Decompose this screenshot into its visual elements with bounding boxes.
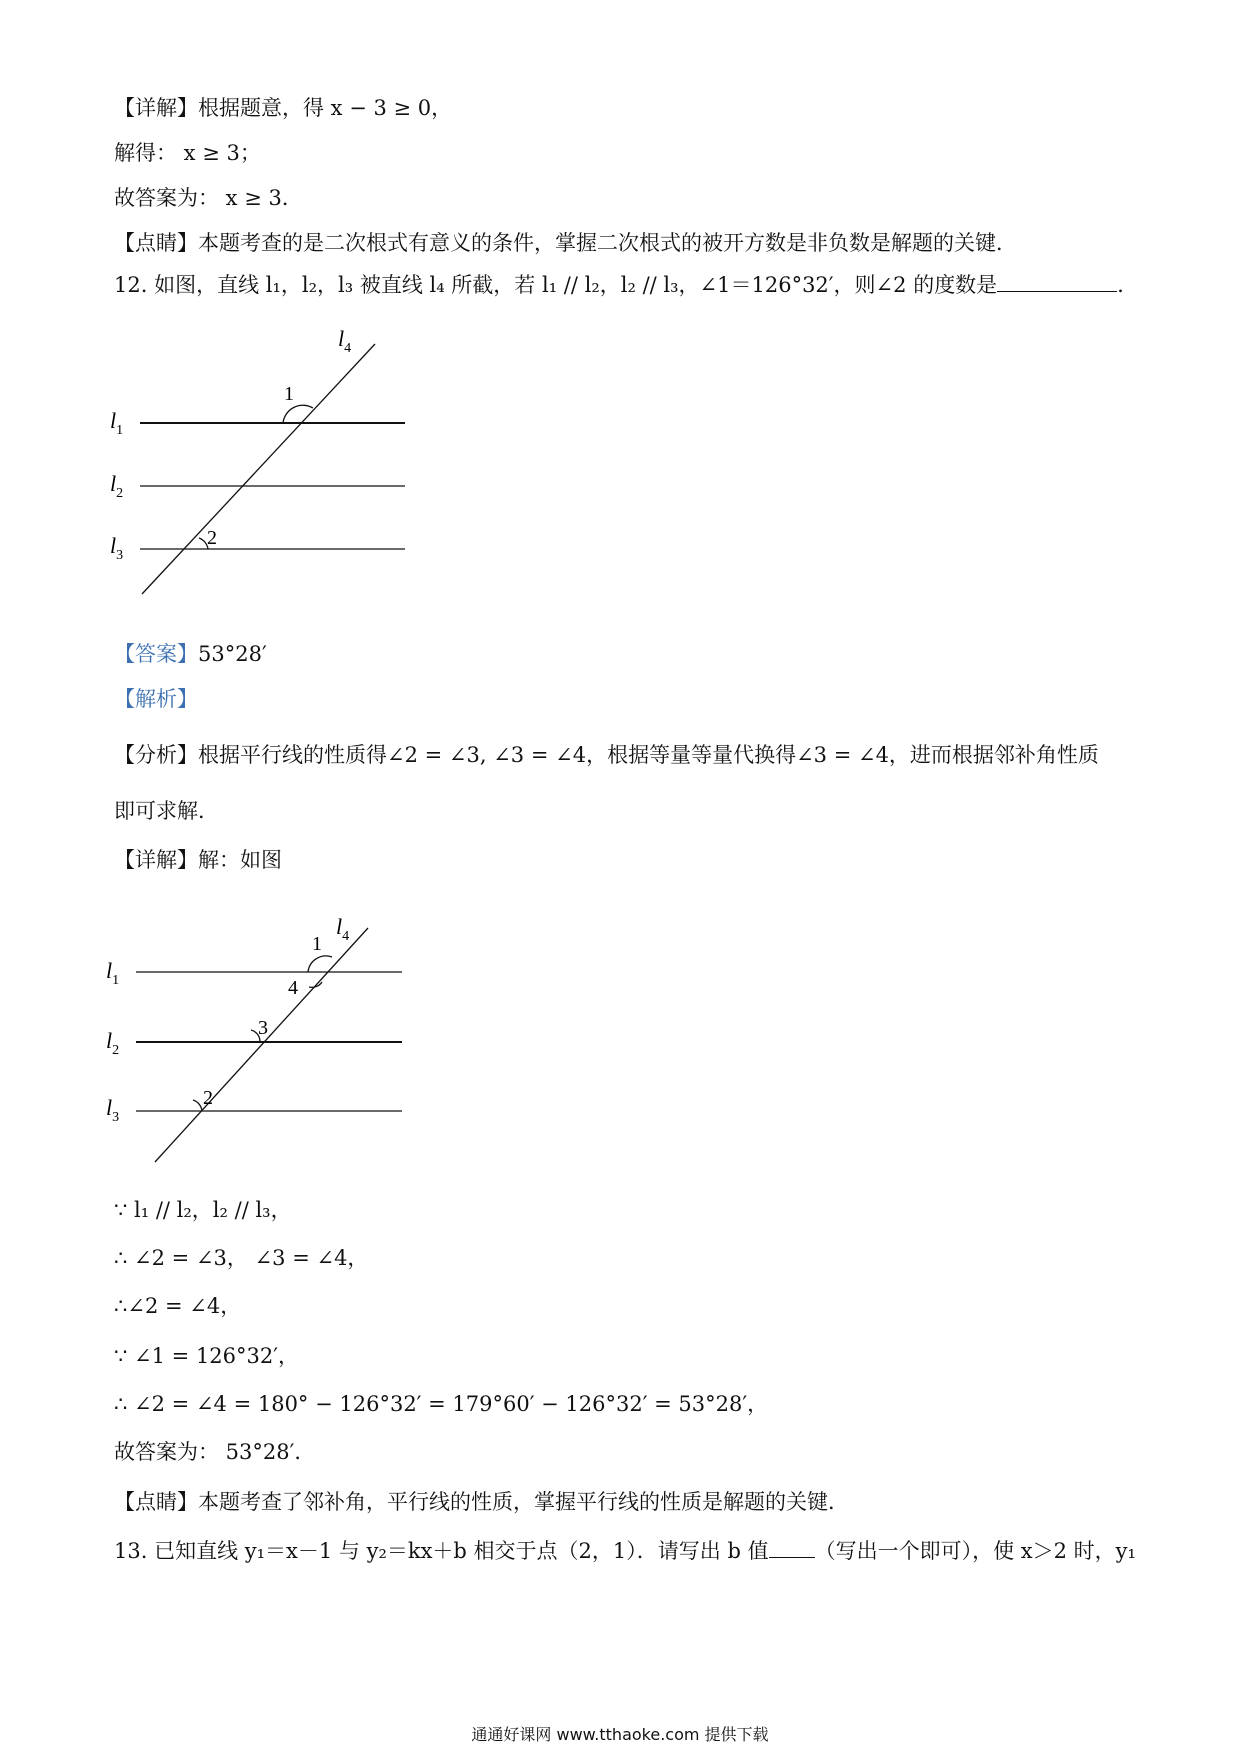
label-l4: $l_4$ (338, 326, 352, 356)
line-l4 (142, 344, 375, 594)
label-angle-4: 4 (288, 977, 298, 999)
question-12 (114, 271, 1138, 299)
question-13-part-1: 13. 已知直线 y₁＝x－1 与 y₂＝kx＋b 相交于点（2，1）．请写出 b 值 (114, 1539, 769, 1563)
analysis-line-1: 【分析】根据平行线的性质得∠2 = ∠3, ∠3 = ∠4，根据等量等量代换得∠3 = ∠4，进而根据邻补角性质 (114, 743, 1099, 767)
question-13-part-2: （写出一个即可），使 x＞2 时，y₁ (814, 1539, 1136, 1563)
label-l4: $l_4$ (336, 914, 350, 944)
proof-line-2: ∴ ∠2 = ∠3， ∠3 = ∠4， (114, 1246, 369, 1270)
answer-label: 【答案】 (114, 642, 198, 666)
angle-2-arc (193, 1100, 202, 1111)
label-l3: $l_3$ (106, 1095, 120, 1125)
answer-block (114, 640, 267, 668)
detail-heading: 【详解】解：如图 (114, 848, 282, 872)
answer-value: 53°28′ (198, 642, 267, 666)
label-angle-1: 1 (312, 933, 322, 955)
label-angle-2: 2 (203, 1087, 213, 1109)
label-l1: $l_1$ (110, 408, 124, 438)
analysis-label: 【解析】 (114, 687, 198, 711)
question-12-text: 12. 如图，直线 l₁，l₂，l₃ 被直线 l₄ 所截，若 l₁ // l₂，l₂ // l₃，∠1＝126°32′，则∠2 的度数是 (114, 273, 998, 297)
page-footer: 通通好课网 www.tthaoke.com 提供下载 (471, 1725, 769, 1744)
comment-line-2: 【点睛】本题考查了邻补角，平行线的性质，掌握平行线的性质是解题的关键． (114, 1490, 849, 1514)
label-angle-3: 3 (258, 1017, 268, 1039)
angle-4-arc (309, 982, 322, 987)
proof-line-5: ∴ ∠2 = ∠4 = 180° − 126°32′ = 179°60′ − 126°32′ = 53°28′， (114, 1392, 769, 1416)
proof-line-4: ∵ ∠1 = 126°32′， (114, 1344, 300, 1368)
answer-blank (769, 1556, 815, 1558)
comment-line: 【点睛】本题考查的是二次根式有意义的条件，掌握二次根式的被开方数是非负数是解题的关键． (114, 231, 1017, 255)
figure-2-parallel-lines (100, 900, 420, 1180)
answer-conclusion: 故答案为： 53°28′． (114, 1440, 316, 1464)
answer-line: 故答案为： x ≥ 3． (114, 186, 303, 210)
analysis-line-2: 即可求解． (114, 799, 219, 823)
answer-blank (997, 290, 1117, 292)
question-12-end: ． (1117, 273, 1139, 297)
solve-line: 解得： x ≥ 3； (114, 141, 261, 165)
label-l3: $l_3$ (110, 533, 124, 563)
label-angle-1: 1 (284, 383, 294, 405)
angle-1-arc (283, 405, 313, 423)
label-l2: $l_2$ (110, 471, 124, 501)
proof-line-1: ∵ l₁ // l₂，l₂ // l₃， (114, 1198, 292, 1222)
line-l4 (155, 928, 368, 1162)
label-l1: $l_1$ (106, 958, 120, 988)
angle-1-arc (308, 956, 332, 972)
detail-line-1: 【详解】根据题意，得 x − 3 ≥ 0， (114, 96, 453, 120)
question-13 (114, 1537, 1136, 1565)
figure-1-parallel-lines (100, 320, 420, 630)
label-angle-2: 2 (207, 527, 217, 549)
label-l2: $l_2$ (106, 1028, 120, 1058)
proof-line-3: ∴∠2 = ∠4， (114, 1294, 242, 1318)
